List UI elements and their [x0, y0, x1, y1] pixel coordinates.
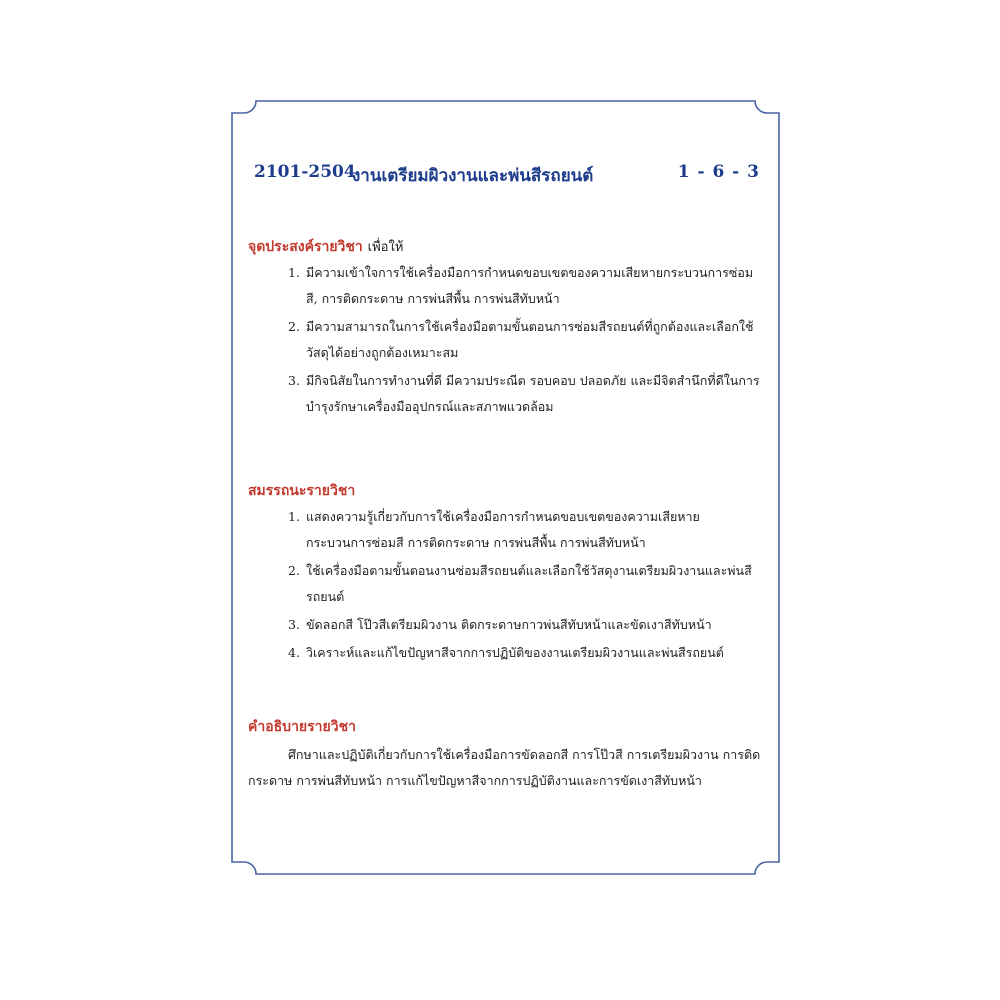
competencies-heading: [248, 480, 764, 502]
competencies-section: [248, 480, 764, 666]
description-paragraph: ศึกษาและปฏิบัติเกี่ยวกับการใช้เครื่องมือการขัดลอกสี การโป๊วสี การเตรียมผิวงาน การติดกระดาษ การพ่นสีทับหน้า การแก้ไขปัญหาสีจากการปฏิบัติงานและการขัดเงาสีทับหน้า: [248, 747, 761, 788]
item-number: 3.: [288, 617, 300, 632]
objectives-heading-text: จุดประสงค์รายวิชา: [248, 239, 363, 255]
course-name: งานเตรียมผิวงานและพ่นสีรถยนต์: [352, 166, 594, 186]
item-number: 4.: [288, 645, 300, 660]
item-number: 2.: [288, 563, 300, 578]
course-credits: 1 - 6 - 3: [677, 162, 760, 182]
description-heading-text: คำอธิบายรายวิชา: [248, 719, 356, 735]
list-item: [248, 368, 764, 420]
item-number: 2.: [288, 319, 300, 334]
course-title-row: [254, 158, 764, 198]
objectives-list: [248, 260, 764, 420]
item-text: มีความเข้าใจการใช้เครื่องมือการกำหนดขอบเขตของความเสียหายกระบวนการซ่อมสี, การติดกระดาษ การพ่นสีพื้น การพ่นสีทับหน้า: [306, 265, 754, 306]
list-item: [248, 504, 764, 556]
description-section: [248, 716, 764, 794]
objectives-section: [248, 236, 764, 420]
item-text: ขัดลอกสี โป๊วสีเตรียมผิวงาน ติดกระดาษกาวพ่นสีทับหน้าและขัดเงาสีทับหน้า: [306, 617, 712, 632]
item-text: ใช้เครื่องมือตามขั้นตอนงานซ่อมสีรถยนต์และเลือกใช้วัสดุงานเตรียมผิวงานและพ่นสีรถยนต์: [306, 563, 752, 604]
list-item: [248, 314, 764, 366]
item-number: 1.: [288, 265, 300, 280]
item-text: วิเคราะห์และแก้ไขปัญหาสีจากการปฏิบัติของงานเตรียมผิวงานและพ่นสีรถยนต์: [306, 645, 724, 660]
list-item: [248, 640, 764, 666]
course-document: [248, 150, 764, 788]
item-text: มีความสามารถในการใช้เครื่องมือตามขั้นตอนการซ่อมสีรถยนต์ที่ถูกต้องและเลือกใช้วัสดุได้อย่างถูกต้องเหมาะสม: [306, 319, 754, 360]
objectives-heading: [248, 236, 764, 258]
competencies-list: [248, 504, 764, 666]
list-item: [248, 558, 764, 610]
list-item: [248, 612, 764, 638]
item-number: 3.: [288, 373, 300, 388]
description-heading: [248, 716, 764, 738]
competencies-heading-text: สมรรถนะรายวิชา: [248, 483, 356, 499]
item-number: 1.: [288, 509, 300, 524]
item-text: แสดงความรู้เกี่ยวกับการใช้เครื่องมือการกำหนดขอบเขตของความเสียหายกระบวนการซ่อมสี การติดกระดาษ การพ่นสีพื้น การพ่นสีทับหน้า: [306, 509, 700, 550]
item-text: มีกิจนิสัยในการทำงานที่ดี มีความประณีต รอบคอบ ปลอดภัย และมีจิตสำนึกที่ดีในการบำรุงรักษาเครื่องมืออุปกรณ์และสภาพแวดล้อม: [306, 373, 760, 414]
course-code: 2101-2504: [254, 162, 356, 182]
list-item: [248, 260, 764, 312]
objectives-heading-suffix: เพื่อให้: [367, 240, 404, 255]
